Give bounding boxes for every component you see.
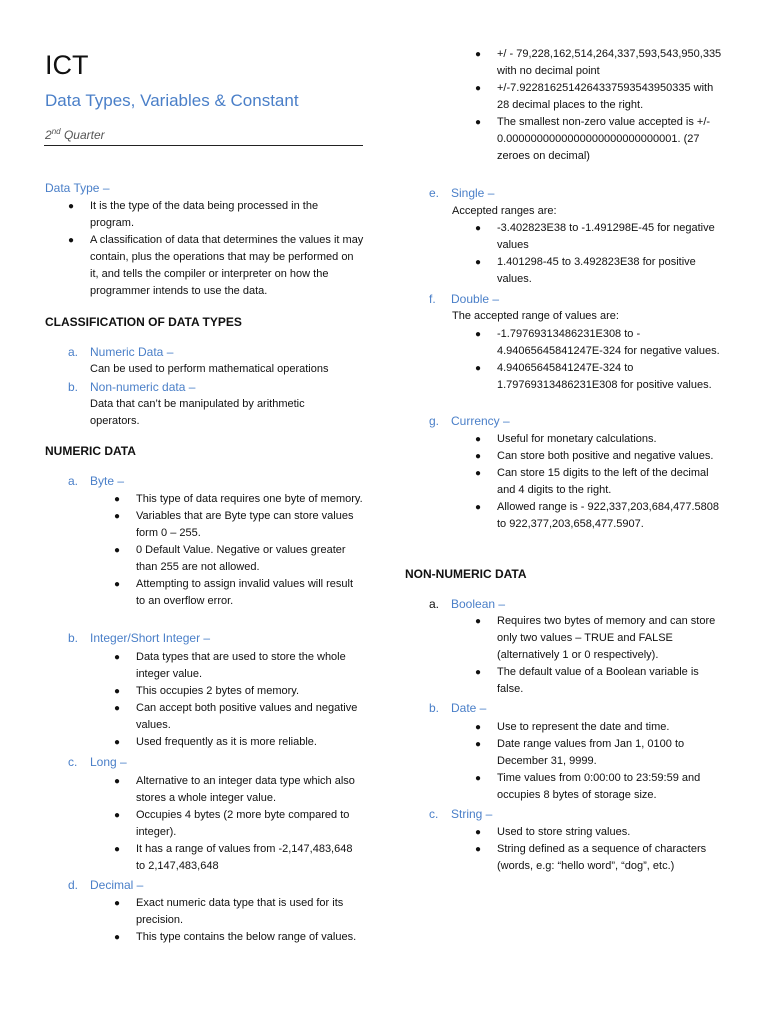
- bullet-icon: ●: [475, 468, 482, 479]
- list-item: ● Alternative to an integer data type which also stores a whole integer value.: [114, 775, 355, 804]
- bullet-icon: ●: [114, 652, 121, 663]
- bullet-icon: ●: [114, 494, 121, 505]
- list-item: ● Can store 15 digits to the left of the decimal and 4 digits to the right.: [475, 467, 709, 496]
- decimal-label: d. Decimal –: [68, 878, 144, 892]
- bullet-icon: ●: [475, 616, 482, 627]
- date-label: b. Date –: [429, 701, 487, 715]
- list-item: ● Occupies 4 bytes (2 more byte compared to integer).: [114, 809, 350, 838]
- non-numeric-data-desc: Data that can’t be manipulated by arithmetic operators.: [90, 398, 305, 427]
- double-label: f. Double –: [429, 292, 500, 306]
- list-item: ● It has a range of values from -2,147,483,648 to 2,147,483,648: [114, 843, 353, 872]
- decimal-list: [114, 895, 364, 946]
- page-subtitle: Data Types, Variables & Constant: [45, 91, 299, 110]
- list-item: ● Can store both positive and negative values.: [497, 448, 725, 465]
- bullet-icon: ●: [68, 201, 75, 212]
- list-item: ● +/ - 79,228,162,514,264,337,593,543,950,335 with no decimal point: [475, 48, 722, 77]
- bullet-icon: ●: [475, 257, 482, 268]
- bullet-icon: ●: [475, 329, 482, 340]
- quarter-word: Quarter: [63, 128, 105, 142]
- list-item: ● Data types that are used to store the whole integer value.: [114, 651, 346, 680]
- list-item: ● The default value of a Boolean variable is false.: [475, 666, 699, 695]
- list-item: ● The smallest non-zero value accepted is +/- 0.0000000000000000000000000001. (27 zeroes on decimal): [475, 116, 711, 162]
- quarter-suffix: nd: [51, 127, 61, 136]
- boolean-list: [475, 613, 725, 698]
- list-item: ● Exact numeric data type that is used for its precision.: [114, 897, 344, 926]
- currency-list: [475, 431, 725, 533]
- numeric-data-desc: Can be used to perform mathematical operations: [90, 363, 329, 375]
- list-item: ● +/-7.9228162514264337593543950335 with 28 decimal places to the right.: [475, 82, 714, 111]
- bullet-icon: ●: [475, 844, 482, 855]
- bullet-icon: ●: [114, 686, 121, 697]
- list-item: ● -3.402823E38 to -1.491298E-45 for negative values: [475, 222, 715, 251]
- string-label: c. String –: [429, 807, 493, 821]
- list-item: ● Can accept both positive values and negative values.: [114, 702, 358, 731]
- bullet-icon: ●: [114, 579, 121, 590]
- double-list: [475, 326, 725, 394]
- list-item: ● Variables that are Byte type can store values form 0 – 255.: [114, 510, 354, 539]
- list-item: ● Useful for monetary calculations.: [497, 431, 725, 448]
- single-list: [475, 220, 727, 288]
- bullet-icon: ●: [475, 827, 482, 838]
- non-numeric-data-label: b. Non-numeric data –: [68, 380, 196, 394]
- list-item: ● Time values from 0:00:00 to 23:59:59 and occupies 8 bytes of storage size.: [475, 772, 701, 801]
- bullet-icon: ●: [475, 739, 482, 750]
- byte-list: [114, 491, 364, 610]
- long-list: [114, 773, 364, 875]
- list-item: ● Use to represent the date and time.: [497, 719, 725, 736]
- list-item: ● A classification of data that determines the values it may contain, plus the operations that may be performed on it, and tells the compiler or interpreter on how the programmer intends to use the data.: [68, 234, 364, 297]
- page-title: ICT: [45, 50, 89, 80]
- list-item: ● 0 Default Value. Negative or values greater than 255 are not allowed.: [114, 544, 346, 573]
- non-numeric-heading: NON-NUMERIC DATA: [405, 567, 527, 581]
- list-item: ● -1.79769313486231E308 to - 4.94065645841247E-324 for negative values.: [475, 328, 720, 357]
- numeric-data-label: a. Numeric Data –: [68, 345, 174, 359]
- bullet-icon: ●: [68, 235, 75, 246]
- bullet-icon: ●: [475, 83, 482, 94]
- bullet-icon: ●: [114, 703, 121, 714]
- bullet-icon: ●: [475, 363, 482, 374]
- bullet-icon: ●: [114, 737, 121, 748]
- quarter-number: 2: [45, 128, 52, 142]
- list-item: ● It is the type of the data being processed in the program.: [68, 200, 319, 229]
- list-item: ● Used frequently as it is more reliable.: [136, 734, 364, 751]
- title-divider: [44, 145, 363, 146]
- byte-label: a. Byte –: [68, 474, 125, 488]
- list-item: ● Date range values from Jan 1, 0100 to December 31, 9999.: [475, 738, 685, 767]
- list-item: ● String defined as a sequence of characters (words, e.g: “hello word”, “dog”, etc.): [475, 843, 707, 872]
- bullet-icon: ●: [475, 223, 482, 234]
- list-item: ● Allowed range is - 922,337,203,684,477.5808 to 922,377,203,658,477.5907.: [475, 501, 720, 530]
- decimal-range-list: [475, 46, 722, 165]
- single-intro: Accepted ranges are:: [452, 205, 557, 217]
- bullet-icon: ●: [114, 545, 121, 556]
- data-type-list: [68, 198, 365, 300]
- list-item: ● Attempting to assign invalid values will result to an overflow error.: [114, 578, 354, 607]
- bullet-icon: ●: [475, 451, 482, 462]
- bullet-icon: ●: [475, 773, 482, 784]
- list-item: ● Used to store string values.: [497, 824, 725, 841]
- bullet-icon: ●: [114, 776, 121, 787]
- date-list: [475, 719, 725, 804]
- bullet-icon: ●: [475, 502, 482, 513]
- bullet-icon: ●: [475, 117, 482, 128]
- long-label: c. Long –: [68, 755, 127, 769]
- bullet-icon: ●: [114, 932, 121, 943]
- bullet-icon: ●: [114, 844, 121, 855]
- string-list: [475, 824, 725, 875]
- boolean-label: a. Boolean –: [429, 597, 506, 611]
- classification-heading: CLASSIFICATION OF DATA TYPES: [45, 315, 242, 329]
- double-intro: The accepted range of values are:: [452, 310, 619, 322]
- bullet-icon: ●: [114, 898, 121, 909]
- data-type-heading: Data Type –: [45, 181, 110, 195]
- quarter-label: [45, 124, 105, 143]
- list-item: ● This occupies 2 bytes of memory.: [136, 683, 364, 700]
- integer-list: [114, 649, 364, 751]
- single-label: e. Single –: [429, 186, 495, 200]
- numeric-data-heading: NUMERIC DATA: [45, 444, 136, 458]
- integer-label: b. Integer/Short Integer –: [68, 631, 211, 645]
- list-item: ● Requires two bytes of memory and can store only two values – TRUE and FALSE (alternatively 1 or 0 respectively).: [475, 615, 716, 661]
- bullet-icon: ●: [475, 667, 482, 678]
- list-item: ● 4.94065645841247E-324 to 1.79769313486231E308 for positive values.: [475, 362, 712, 391]
- bullet-icon: ●: [114, 810, 121, 821]
- bullet-icon: ●: [475, 49, 482, 60]
- currency-label: g. Currency –: [429, 414, 510, 428]
- bullet-icon: ●: [475, 722, 482, 733]
- list-item: ● This type contains the below range of values.: [136, 929, 364, 946]
- list-item: ● This type of data requires one byte of memory.: [136, 491, 364, 508]
- list-item: ● 1.401298-45 to 3.492823E38 for positive values.: [475, 256, 696, 285]
- bullet-icon: ●: [114, 511, 121, 522]
- bullet-icon: ●: [475, 434, 482, 445]
